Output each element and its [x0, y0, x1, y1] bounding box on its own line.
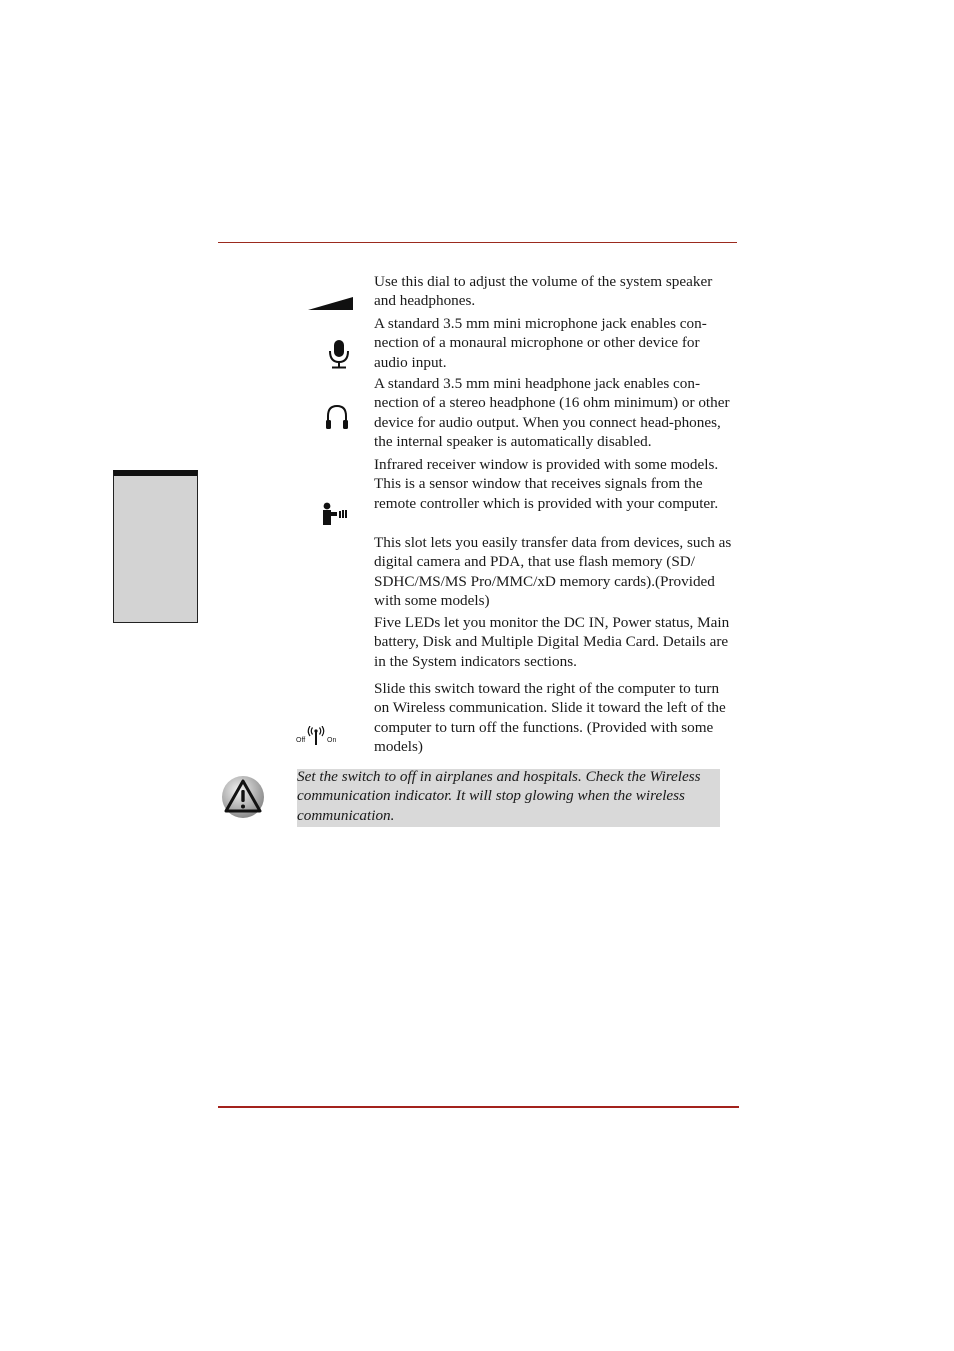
- footer-rule: [218, 1106, 739, 1108]
- infrared-description: Infrared receiver window is provided with some models. This is a sensor window that receives signals from the remote controller which is provided with your computer.: [374, 456, 719, 512]
- microphone-icon: [328, 339, 350, 369]
- wireless-off-label: Off: [296, 737, 306, 744]
- led-description: Five LEDs let you monitor the DC IN, Power status, Main battery, Disk and Multiple Digital Media Card. Details are in the System indicators sections.: [374, 614, 730, 670]
- microphone-description: A standard 3.5 mm mini microphone jack enables con-nection of a monaural microphone or other device for audio input.: [374, 315, 707, 371]
- header-rule: [218, 242, 737, 243]
- volume-dial-icon: [308, 296, 354, 310]
- volume-description: Use this dial to adjust the volume of the system speaker and headphones.: [374, 273, 713, 310]
- headphone-icon: [325, 404, 349, 430]
- wireless-switch-icon: [295, 726, 337, 748]
- chapter-side-tab: [113, 470, 198, 623]
- wireless-on-label: On: [327, 737, 337, 744]
- wireless-description: Slide this switch toward the right of the computer to turn on Wireless communication. Slide it toward the left of the computer to turn off the functions. (Provided with some models): [374, 680, 726, 756]
- caution-icon: [221, 775, 265, 819]
- headphone-description: A standard 3.5 mm mini headphone jack enables con-nection of a stereo headphone (16 ohm minimum) or other device for audio output. When you connect head-phones, the internal speaker is automatically disabled.: [374, 375, 730, 451]
- caution-text: Set the switch to off in airplanes and hospitals. Check the Wireless communication indicator. It will stop glowing when the wireless communication.: [297, 768, 701, 824]
- infrared-receiver-icon: [322, 502, 348, 526]
- memory-slot-description: This slot lets you easily transfer data from devices, such as digital camera and PDA, that use flash memory (SD/ SDHC/MS/MS Pro/MMC/xD memory cards).(Provided with some models): [374, 534, 732, 610]
